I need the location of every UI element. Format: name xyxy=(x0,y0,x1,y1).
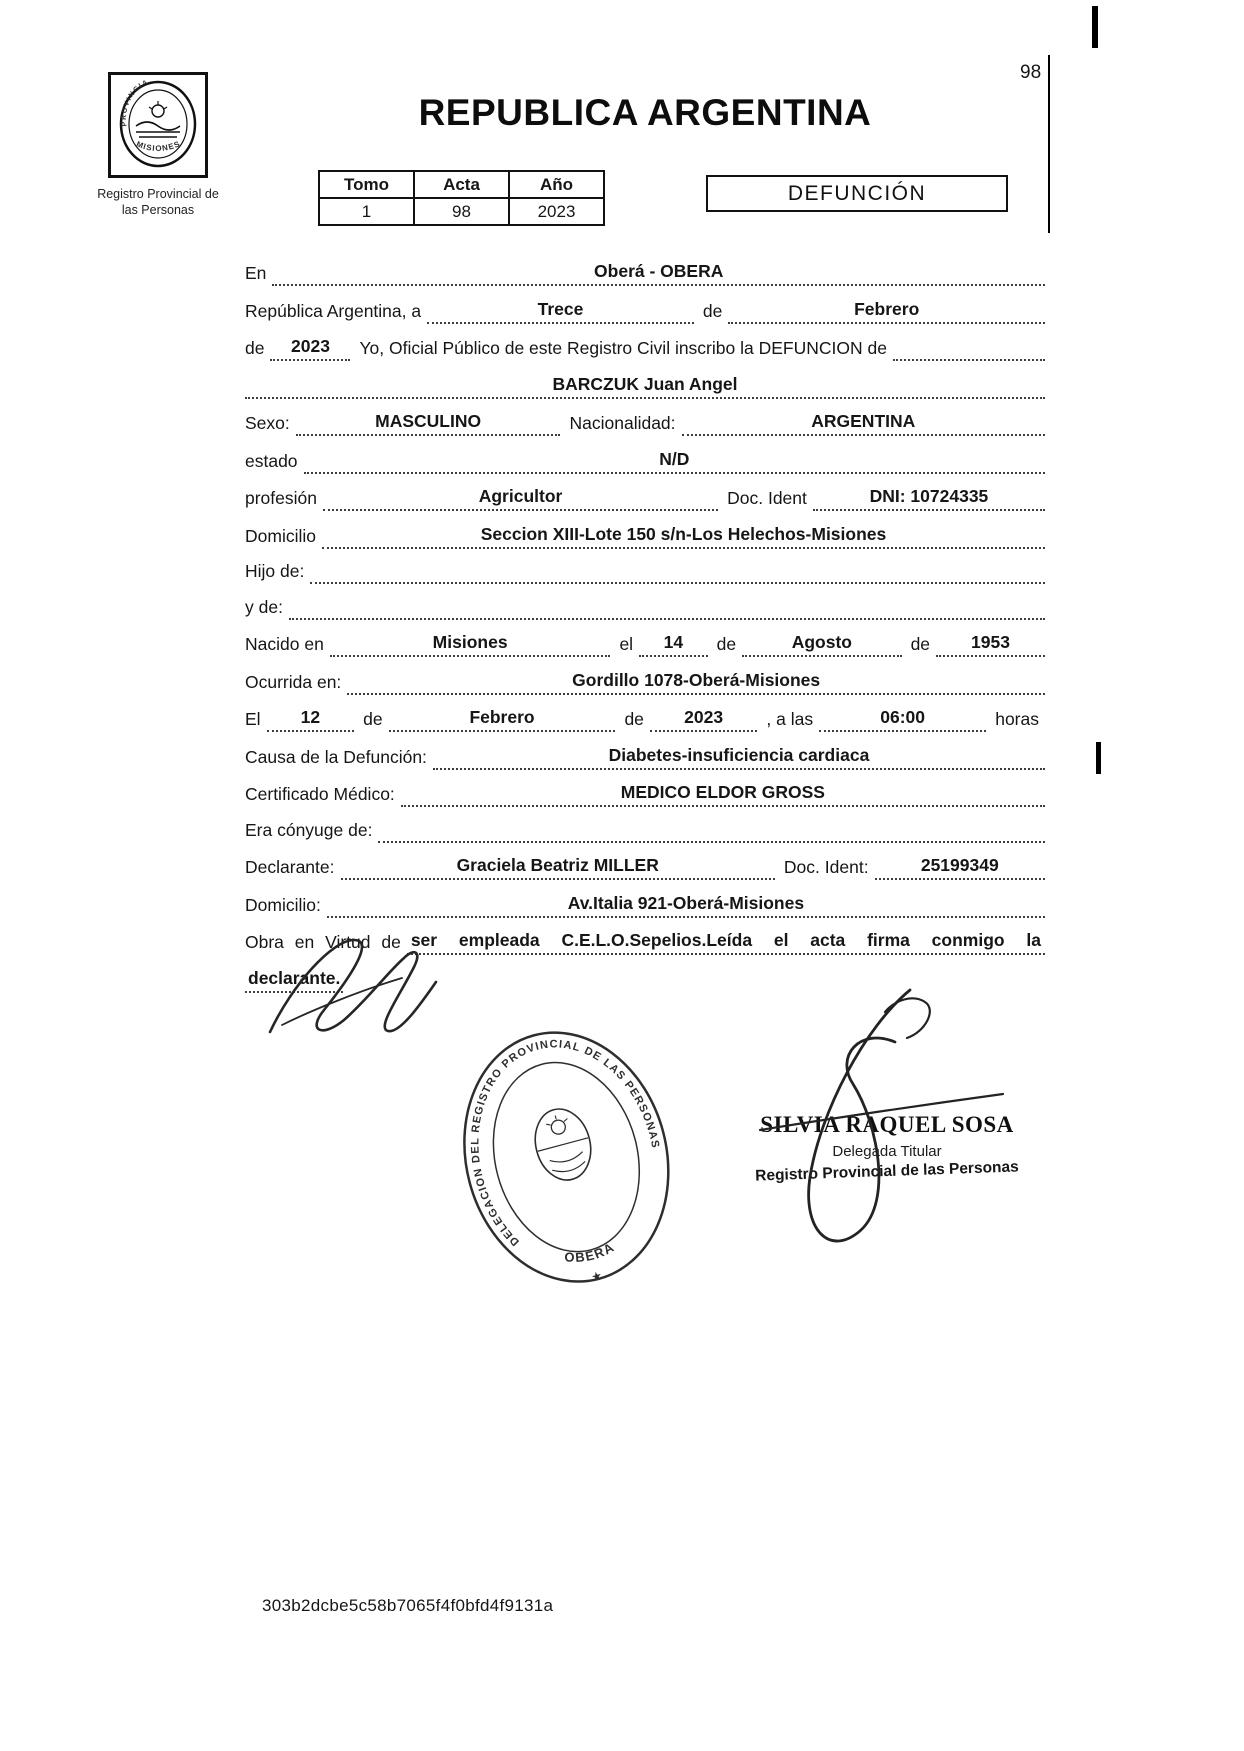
doc-ident-value: DNI: 10724335 xyxy=(813,485,1045,511)
year-value: 2023 xyxy=(270,335,350,361)
field-label: Era cónyuge de: xyxy=(245,819,373,840)
death-year-value: 2023 xyxy=(650,706,757,732)
record-table xyxy=(318,170,605,226)
death-month-value: Febrero xyxy=(389,706,616,732)
place-value: Oberá - OBERA xyxy=(272,260,1045,286)
spouse-value xyxy=(378,819,1045,843)
death-place-value: Gordillo 1078-Oberá-Misiones xyxy=(347,669,1045,695)
seal-top-text: PROVINCIA xyxy=(120,78,151,127)
field-label: Domicilio: xyxy=(245,894,321,915)
record-table-header-row xyxy=(319,171,604,198)
document-type-box: DEFUNCIÓN xyxy=(706,175,1008,212)
trailing-dots xyxy=(893,337,1045,361)
field-row-domicile xyxy=(245,523,1045,549)
field-label: Causa de la Defunción: xyxy=(245,746,427,767)
father-value xyxy=(310,560,1045,584)
field-row-declarant xyxy=(245,854,1045,880)
provincial-seal-logo xyxy=(108,72,208,178)
declarant-domicile-value: Av.Italia 921-Oberá-Misiones xyxy=(327,892,1045,918)
signatory-name: SILVIA RAQUEL SOSA xyxy=(760,1112,1014,1137)
field-label: estado xyxy=(245,450,298,471)
field-row-sex-nationality xyxy=(245,410,1045,436)
office-round-stamp xyxy=(420,997,713,1322)
record-table-header-acta: Acta xyxy=(414,171,509,198)
field-row-certificate xyxy=(245,781,1045,807)
scan-artifact-bar xyxy=(1092,6,1098,48)
field-row-date xyxy=(245,298,1045,324)
field-label: de xyxy=(910,634,931,654)
handwritten-signature-icon xyxy=(252,930,447,1050)
profession-value: Agricultor xyxy=(323,485,718,511)
field-row-deceased-name xyxy=(245,373,1045,399)
record-table-value-tomo: 1 xyxy=(319,198,414,225)
signatory-block xyxy=(732,1112,1042,1185)
field-row-estado xyxy=(245,448,1045,474)
scan-artifact-tick xyxy=(1096,742,1101,774)
field-label: de xyxy=(363,709,383,729)
field-label: Nacido en xyxy=(245,634,324,654)
certificate-value: MEDICO ELDOR GROSS xyxy=(401,781,1045,807)
field-label: el xyxy=(619,634,634,654)
field-label: El xyxy=(245,709,261,729)
page-number: 98 xyxy=(1020,62,1042,83)
birth-day-value: 14 xyxy=(639,631,708,657)
field-label: profesión xyxy=(245,488,317,508)
svg-text:OBERA xyxy=(560,1236,618,1270)
birth-place-value: Misiones xyxy=(330,631,611,657)
record-table-value-acta: 98 xyxy=(414,198,509,225)
closing-value: ser empleada C.E.L.O.Sepelios.Leída el acta firma conmigo la xyxy=(407,929,1045,955)
declarant-doc-value: 25199349 xyxy=(875,854,1045,880)
field-label: En xyxy=(245,263,267,283)
domicile-value: Seccion XIII-Lote 150 s/n-Los Helechos-Misiones xyxy=(322,523,1045,549)
field-label: Hijo de: xyxy=(245,561,305,581)
logo-caption-line1: Registro Provincial de xyxy=(97,187,219,201)
field-row-spouse xyxy=(245,819,1045,843)
field-label: de xyxy=(245,338,265,358)
record-table-value-row xyxy=(319,198,604,225)
field-row-death-date xyxy=(245,706,1045,732)
logo-caption xyxy=(70,186,246,219)
mother-value xyxy=(289,596,1045,620)
field-row-death-place xyxy=(245,669,1045,695)
field-label: República Argentina, a xyxy=(245,300,422,321)
scan-artifact-line xyxy=(1048,55,1050,233)
field-label: Declarante: xyxy=(245,857,335,877)
field-label: Certificado Médico: xyxy=(245,784,395,804)
field-label: Sexo: xyxy=(245,413,290,433)
field-label: y de: xyxy=(245,596,283,617)
svg-text:DELEGACION DEL REGISTRO PROVIN xyxy=(443,1016,677,1253)
field-row-cause xyxy=(245,744,1045,770)
closing-value-2: declarante. xyxy=(245,967,343,993)
field-label: Doc. Ident: xyxy=(783,857,869,877)
document-title: REPUBLICA ARGENTINA xyxy=(418,92,872,133)
field-row-year xyxy=(245,335,1045,361)
field-row-father xyxy=(245,560,1045,584)
signatory-role: Delegada Titular xyxy=(832,1143,942,1160)
deceased-name-value: BARCZUK Juan Angel xyxy=(245,373,1045,399)
nationality-value: ARGENTINA xyxy=(682,410,1045,436)
stamp-star-icon: ★ xyxy=(589,1268,604,1285)
death-time-value: 06:00 xyxy=(819,706,986,732)
record-table-header-tomo: Tomo xyxy=(319,171,414,198)
field-label: Doc. Ident xyxy=(727,488,807,508)
seal-bottom-text: MISIONES xyxy=(134,139,182,154)
field-label: Obra en Virtud de xyxy=(245,932,401,952)
estado-value: N/D xyxy=(304,448,1045,474)
day-word-value: Trece xyxy=(427,298,694,324)
field-label: de xyxy=(702,300,723,321)
field-label: horas xyxy=(995,709,1039,729)
round-stamp-icon xyxy=(420,997,712,1317)
declarant-signature xyxy=(252,930,447,1055)
record-table-header-ano: Año xyxy=(509,171,604,198)
field-label: Ocurrida en: xyxy=(245,671,342,692)
field-label: Domicilio xyxy=(245,525,316,546)
document-hash: 303b2dcbe5c58b7065f4f0bfd4f9131a xyxy=(262,1596,554,1615)
birth-year-value: 1953 xyxy=(936,631,1045,657)
sex-value: MASCULINO xyxy=(296,410,561,436)
death-certificate-form xyxy=(245,260,1045,1004)
record-table-value-ano: 2023 xyxy=(509,198,604,225)
stamp-city-text: OBERA xyxy=(563,1239,618,1266)
misiones-seal-icon xyxy=(114,78,202,172)
birth-month-value: Agosto xyxy=(742,631,901,657)
field-label: de xyxy=(624,709,644,729)
field-label: Nacionalidad: xyxy=(569,413,676,433)
field-row-declarant-domicile xyxy=(245,892,1045,918)
logo-caption-line2: las Personas xyxy=(121,203,195,218)
month-value: Febrero xyxy=(728,298,1045,324)
field-label: Yo, Oficial Público de este Registro Civil inscribo la DEFUNCION de xyxy=(359,338,887,358)
death-day-value: 12 xyxy=(267,706,355,732)
cause-value: Diabetes-insuficiencia cardiaca xyxy=(433,744,1045,770)
declarant-name-value: Graciela Beatriz MILLER xyxy=(341,854,775,880)
field-row-profession xyxy=(245,485,1045,511)
field-row-place xyxy=(245,260,1045,286)
field-label: , a las xyxy=(766,709,814,729)
field-row-birth xyxy=(245,631,1045,657)
field-label: de xyxy=(716,634,737,654)
field-row-mother xyxy=(245,596,1045,620)
signatory-org: Registro Provincial de las Personas xyxy=(754,1158,1019,1185)
stamp-ring-text: DELEGACION DEL REGISTRO PROVINCIAL DE LAS PERSONAS xyxy=(469,1038,662,1248)
